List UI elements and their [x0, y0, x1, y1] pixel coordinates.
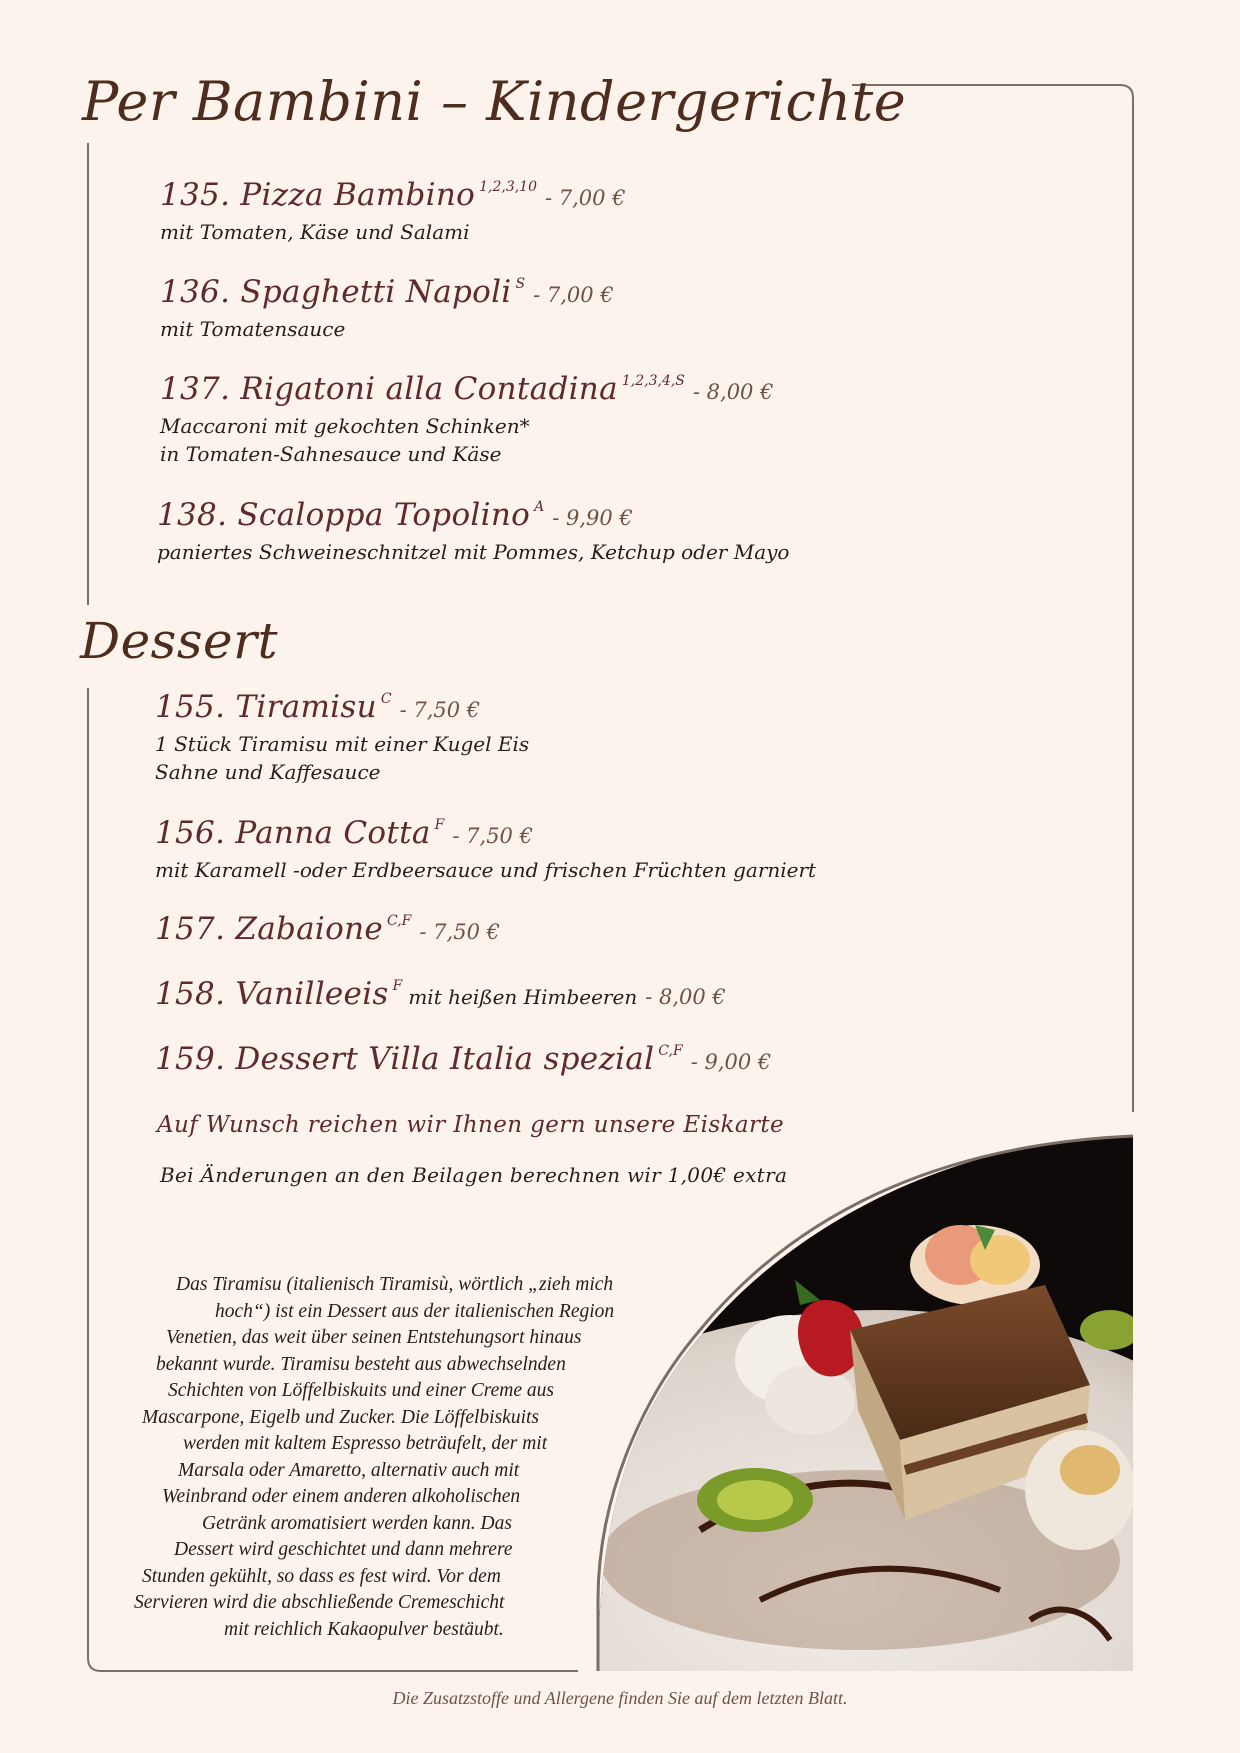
- dessert-section-title: Dessert: [80, 612, 279, 670]
- footer-note: Die Zusatzstoffe und Allergene finden Sie auf dem letzten Blatt.: [392, 1688, 848, 1708]
- item-price: - 7,50 €: [419, 920, 500, 944]
- item-description: Sahne und Kaffesauce: [155, 759, 381, 784]
- item-price: - 7,50 €: [452, 824, 533, 848]
- menu-item-138: [157, 498, 789, 566]
- menu-item-135: [160, 178, 626, 246]
- item-name: 158. Vanilleeis: [155, 976, 389, 1012]
- item-name: 136. Spaghetti Napoli: [160, 274, 512, 310]
- item-price: - 8,00 €: [645, 985, 726, 1009]
- item-description: Maccaroni mit gekochten Schinken*: [160, 413, 530, 438]
- kids-section-title: Per Bambini – Kindergerichte: [82, 70, 907, 133]
- tiramisu-info-line: Dessert wird geschichtet und dann mehrere: [174, 1539, 513, 1560]
- item-allergens: A: [534, 499, 545, 515]
- item-name: 137. Rigatoni alla Contadina: [160, 371, 618, 407]
- item-name: 156. Panna Cotta: [155, 815, 431, 851]
- item-price: - 8,00 €: [692, 380, 774, 404]
- tiramisu-info-line: werden mit kaltem Espresso beträufelt, der mit: [183, 1433, 548, 1454]
- tiramisu-info-line: Servieren wird die abschließende Cremeschicht: [134, 1592, 505, 1613]
- item-name: 135. Pizza Bambino: [160, 177, 476, 213]
- item-price: - 7,00 €: [545, 186, 626, 210]
- item-description: mit Tomaten, Käse und Salami: [160, 219, 470, 244]
- item-allergens: C,F: [658, 1043, 683, 1059]
- tiramisu-info-line: bekannt wurde. Tiramisu besteht aus abwechselnden: [156, 1353, 566, 1375]
- item-name: 138. Scaloppa Topolino: [157, 497, 531, 533]
- tiramisu-info-line: Mascarpone, Eigelb und Zucker. Die Löffelbiskuits: [142, 1406, 539, 1428]
- item-extra: mit heißen Himbeeren: [408, 985, 638, 1009]
- item-name: 155. Tiramisu: [155, 689, 377, 725]
- item-name: 157. Zabaione: [155, 911, 384, 947]
- menu-item-155: [155, 690, 529, 786]
- item-allergens: 1,2,3,4,S: [621, 373, 685, 389]
- item-allergens: 1,2,3,10: [479, 179, 537, 195]
- item-description: mit Karamell -oder Erdbeersauce und frischen Früchten garniert: [155, 857, 817, 882]
- beilagen-note: Bei Änderungen an den Beilagen berechnen wir 1,00€ extra: [160, 1163, 788, 1187]
- tiramisu-info-line: mit reichlich Kakaopulver bestäubt.: [224, 1618, 504, 1640]
- item-price: - 7,00 €: [533, 283, 614, 307]
- menu-item-137: [160, 372, 773, 468]
- menu-item-159: [155, 1042, 771, 1078]
- tiramisu-info-line: Weinbrand oder einem anderen alkoholischen: [162, 1486, 521, 1507]
- tiramisu-info-line: Schichten von Löffelbiskuits und einer Creme aus: [168, 1380, 554, 1401]
- item-name: 159. Dessert Villa Italia spezial: [155, 1041, 655, 1077]
- tiramisu-info-line: Getränk aromatisiert werden kann. Das: [202, 1512, 512, 1534]
- menu-item-157: [155, 912, 500, 948]
- item-description: paniertes Schweineschnitzel mit Pommes, Ketchup oder Mayo: [157, 539, 790, 564]
- menu-item-158: [155, 977, 726, 1013]
- item-description: mit Tomatensauce: [160, 316, 346, 341]
- item-description: in Tomaten-Sahnesauce und Käse: [160, 441, 502, 466]
- tiramisu-info-line: Marsala oder Amaretto, alternativ auch mit: [178, 1459, 520, 1481]
- tiramisu-info-line: Das Tiramisu (italienisch Tiramisù, wörtlich „zieh mich: [176, 1274, 614, 1295]
- item-description: 1 Stück Tiramisu mit einer Kugel Eis: [155, 731, 530, 756]
- tiramisu-info-line: Stunden gekühlt, so dass es fest wird. Vor dem: [142, 1565, 501, 1587]
- tiramisu-info-line: Venetien, das weit über seinen Entstehungsort hinaus: [166, 1327, 582, 1348]
- tiramisu-info-line: hoch“) ist ein Dessert aus der italienischen Region: [215, 1300, 615, 1322]
- eiskarte-note: Auf Wunsch reichen wir Ihnen gern unsere Eiskarte: [157, 1112, 785, 1138]
- menu-item-136: [160, 275, 614, 343]
- item-price: - 9,90 €: [552, 506, 633, 530]
- item-price: - 9,00 €: [690, 1050, 772, 1074]
- item-allergens: C,F: [387, 913, 412, 929]
- item-allergens: F: [392, 978, 403, 994]
- menu-item-156: [155, 816, 816, 884]
- item-price: - 7,50 €: [399, 698, 481, 722]
- item-allergens: F: [434, 817, 445, 833]
- tiramisu-info: [118, 1272, 668, 1643]
- item-allergens: S: [515, 276, 526, 292]
- item-allergens: C: [380, 691, 392, 707]
